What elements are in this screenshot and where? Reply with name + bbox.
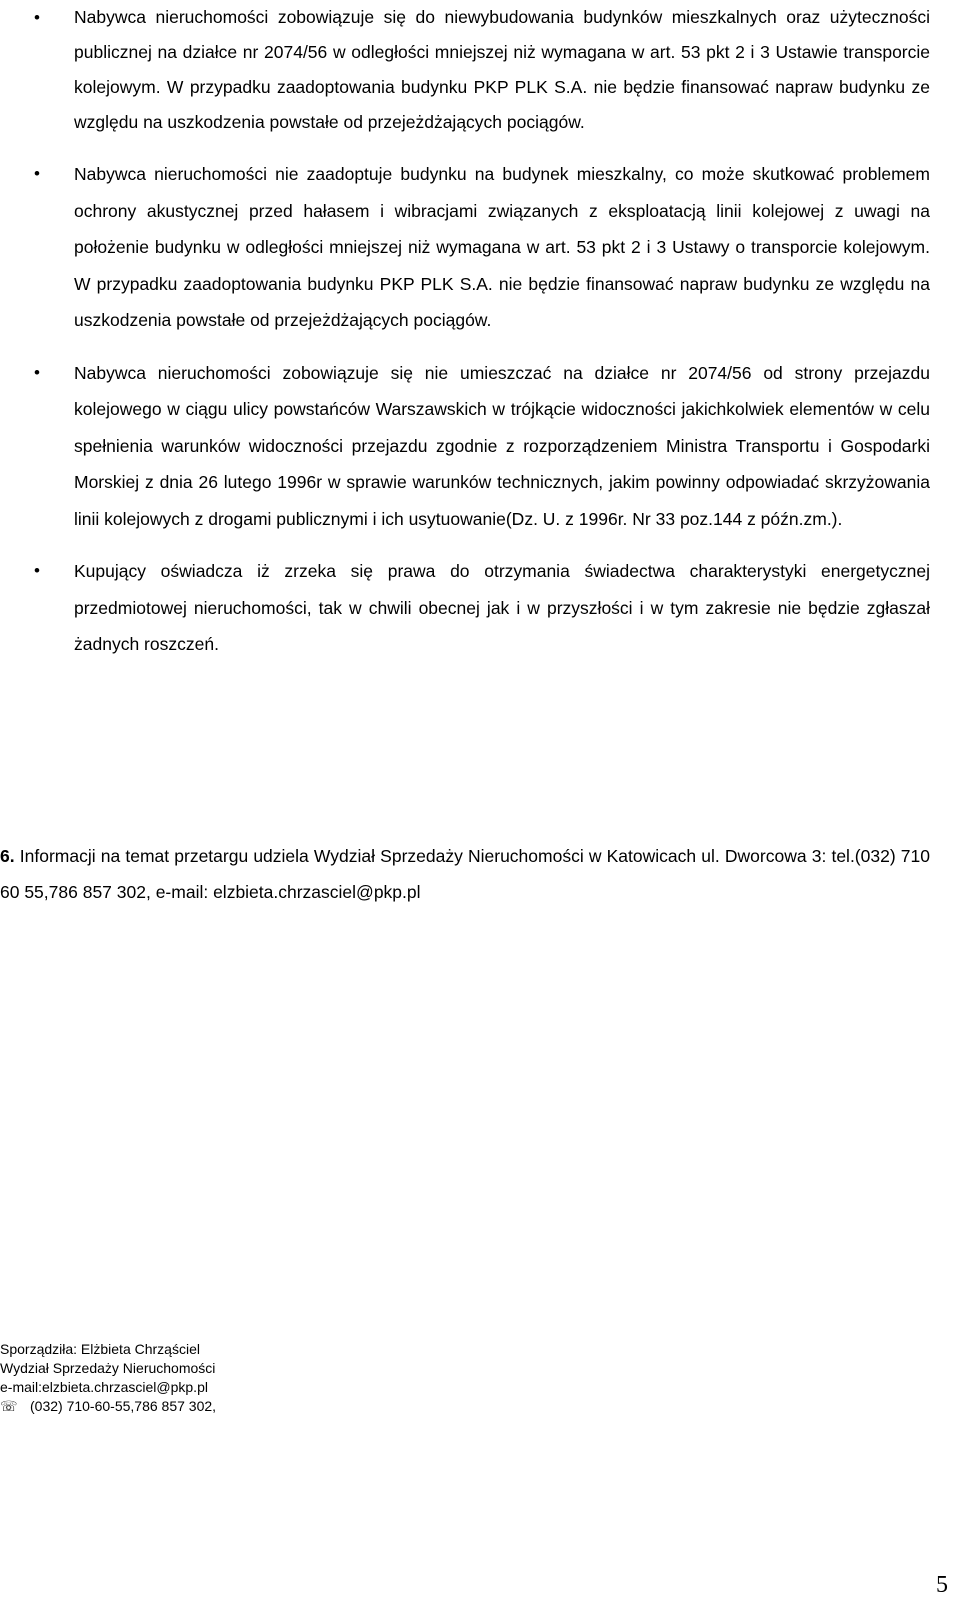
bullet-marker: •: [34, 8, 40, 27]
phone-icon: ☏: [0, 1398, 18, 1414]
list-item-text: Nabywca nieruchomości zobowiązuje się do niewybudowania budynków mieszkalnych oraz użyteczności publicznej na działce nr 2074/56 w odległości mniejszej niż wymagana w art. 53 pkt 2 i 3 Ustawie transporcie kolejowym. W przypadku zaadoptowania budynku PKP PLK S.A. nie będzie finansować napraw budynku ze względu na uszkodzenia powstałe od przejeżdżających pociągów.: [74, 7, 930, 132]
bullet-marker: •: [34, 164, 40, 183]
bullet-marker: •: [34, 362, 40, 382]
conditions-list: [30, 0, 930, 679]
contact-phone-line: [0, 1397, 216, 1416]
document-footer: [0, 1340, 216, 1416]
list-item: [30, 156, 930, 339]
section-number: 6.: [0, 846, 15, 866]
prepared-by: Sporządziła: Elżbieta Chrząściel: [0, 1341, 200, 1357]
list-item-text: Kupujący oświadcza iż zrzeka się prawa do otrzymania świadectwa charakterystyki energetycznej przedmiotowej nieruchomości, tak w chwili obecnej jak i w przyszłości i w tym zakresie nie będzie zgłaszał żadnych roszczeń.: [74, 561, 930, 654]
tender-info-paragraph: [0, 838, 930, 910]
page-number: 5: [936, 1572, 948, 1598]
list-item: [30, 553, 930, 663]
bullet-marker: •: [34, 561, 40, 580]
department-name: Wydział Sprzedaży Nieruchomości: [0, 1360, 216, 1376]
list-item-text: Nabywca nieruchomości zobowiązuje się nie umieszczać na działce nr 2074/56 od strony przejazdu kolejowego w ciągu ulicy powstańców Warszawskich w trójkącie widoczności jakichkolwiek elementów w celu spełnienia warunków widoczności przejazdu zgodnie z rozporządzeniem Ministra Transportu i Gospodarki Morskiej z dnia 26 lutego 1996r w sprawie warunków technicznych, jakim powinny odpowiadać skrzyżowania linii kolejowych z drogami publicznymi i ich usytuowanie(Dz. U. z 1996r. Nr 33 poz.144 z późn.zm.).: [74, 362, 930, 529]
contact-phone: (032) 710-60-55,786 857 302,: [30, 1398, 217, 1414]
list-item: [30, 0, 930, 140]
contact-email: e-mail:elzbieta.chrzasciel@pkp.pl: [0, 1379, 208, 1395]
list-item-text: Nabywca nieruchomości nie zaadoptuje budynku na budynek mieszkalny, co może skutkować problemem ochrony akustycznej przed hałasem i wibracjami związanych z eksploatacją linii kolejowej z uwagi na położenie budynku w odległości mniejszej niż wymagana w art. 53 pkt 2 i 3 Ustawy o transporcie kolejowym. W przypadku zaadoptowania budynku PKP PLK S.A. nie będzie finansować napraw budynku ze względu na uszkodzenia powstałe od przejeżdżających pociągów.: [74, 164, 930, 330]
list-item: [30, 355, 930, 538]
section-text: Informacji na temat przetargu udziela Wydział Sprzedaży Nieruchomości w Katowicach ul. Dworcowa 3: tel.(032) 710 60 55,786 857 302, e-mail: elzbieta.chrzasciel@pkp.pl: [0, 846, 930, 902]
